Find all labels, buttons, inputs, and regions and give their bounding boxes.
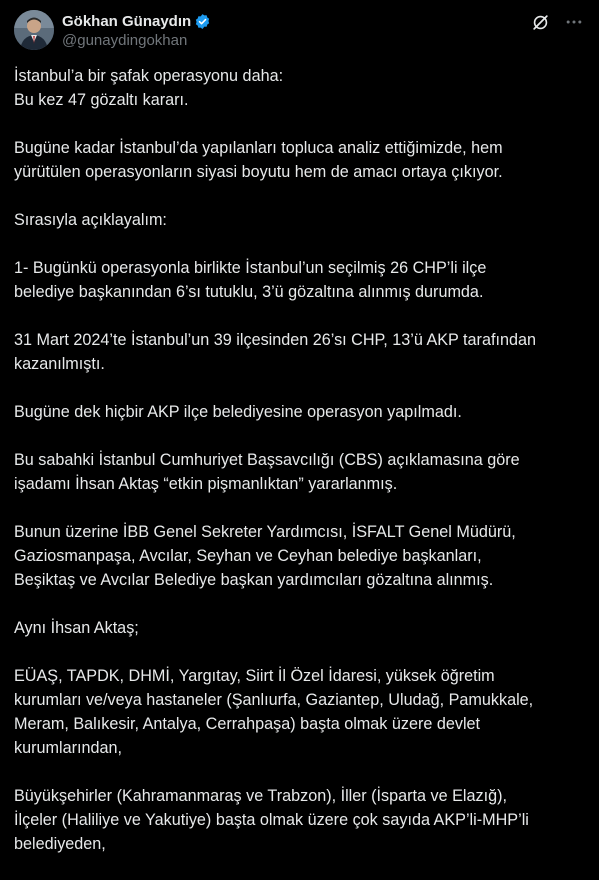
avatar[interactable] [14,10,54,50]
text-line: Bugüne kadar İstanbul’da yapılanları topluca analiz ettiğimizde, hem [14,139,503,157]
paragraph-6 [14,400,585,424]
display-name-row [62,11,211,31]
text-line: işadamı İhsan Aktaş “etkin pişmanlıktan” yararlanmış. [14,475,398,493]
text-line: belediye başkanından 6’sı tutuklu, 3’ü gözaltına alınmış durumda. [14,283,484,301]
author-names [62,11,211,49]
post-text [14,64,585,880]
header-actions [529,11,585,33]
paragraph-10 [14,664,585,760]
text-line: Sırasıyla açıklayalım: [14,211,167,229]
text-line: EÜAŞ, TAPDK, DHMİ, Yargıtay, Siirt İl Özel İdaresi, yüksek öğretim [14,667,495,685]
more-button[interactable] [563,11,585,33]
text-line: Bunun üzerine İBB Genel Sekreter Yardımcısı, İSFALT Genel Müdürü, [14,523,516,541]
text-line: yürütülen operasyonların siyasi boyutu hem de amacı ortaya çıkıyor. [14,163,503,181]
text-line: kurumlarından, [14,739,122,757]
text-line: İstanbul’a bir şafak operasyonu daha: [14,67,284,85]
more-dots-icon [564,12,584,32]
display-name[interactable]: Gökhan Günaydın [62,12,192,30]
paragraph-3 [14,208,585,232]
paragraph-9 [14,616,585,640]
text-line: 1- Bugünkü operasyonla birlikte İstanbul’un seçilmiş 26 CHP’li ilçe [14,259,487,277]
text-line: Beşiktaş ve Avcılar Belediye başkan yardımcıları gözaltına alınmış. [14,571,494,589]
text-line: belediyeden, [14,835,106,853]
verified-badge-icon [194,13,211,30]
text-line: 31 Mart 2024’te İstanbul’un 39 ilçesinden 26’sı CHP, 13’ü AKP tarafından [14,331,536,349]
avatar-image [14,10,54,50]
text-line: İlçeler (Haliliye ve Yakutiye) başta olmak üzere çok sayıda AKP’li-MHP’li [14,811,529,829]
paragraph-1 [14,64,585,112]
paragraph-7 [14,448,585,496]
paragraph-4 [14,256,585,304]
text-line: Bu kez 47 gözaltı kararı. [14,91,189,109]
text-line: Gaziosmanpaşa, Avcılar, Seyhan ve Ceyhan belediye başkanları, [14,547,482,565]
paragraph-8 [14,520,585,592]
post-header [14,9,585,53]
text-line: Büyükşehirler (Kahramanmaraş ve Trabzon), İller (İsparta ve Elazığ), [14,787,508,805]
slash-circle-icon [531,13,550,32]
text-line: Meram, Balıkesir, Antalya, Cerrahpaşa) başta olmak üzere devlet [14,715,481,733]
paragraph-11 [14,784,585,856]
paragraph-5 [14,328,585,376]
text-line: Aynı İhsan Aktaş; [14,619,139,637]
author-handle[interactable]: @gunaydingokhan [62,32,188,49]
text-line: Bugüne dek hiçbir AKP ilçe belediyesine operasyon yapılmadı. [14,403,462,421]
text-line: Bu sabahki İstanbul Cumhuriyet Başsavcılığı (CBS) açıklamasına göre [14,451,520,469]
text-line: kurumları ve/veya hastaneler (Şanlıurfa, Gaziantep, Uludağ, Pamukkale, [14,691,534,709]
paragraph-2 [14,136,585,184]
text-line: kazanılmıştı. [14,355,105,373]
grok-button[interactable] [529,11,551,33]
